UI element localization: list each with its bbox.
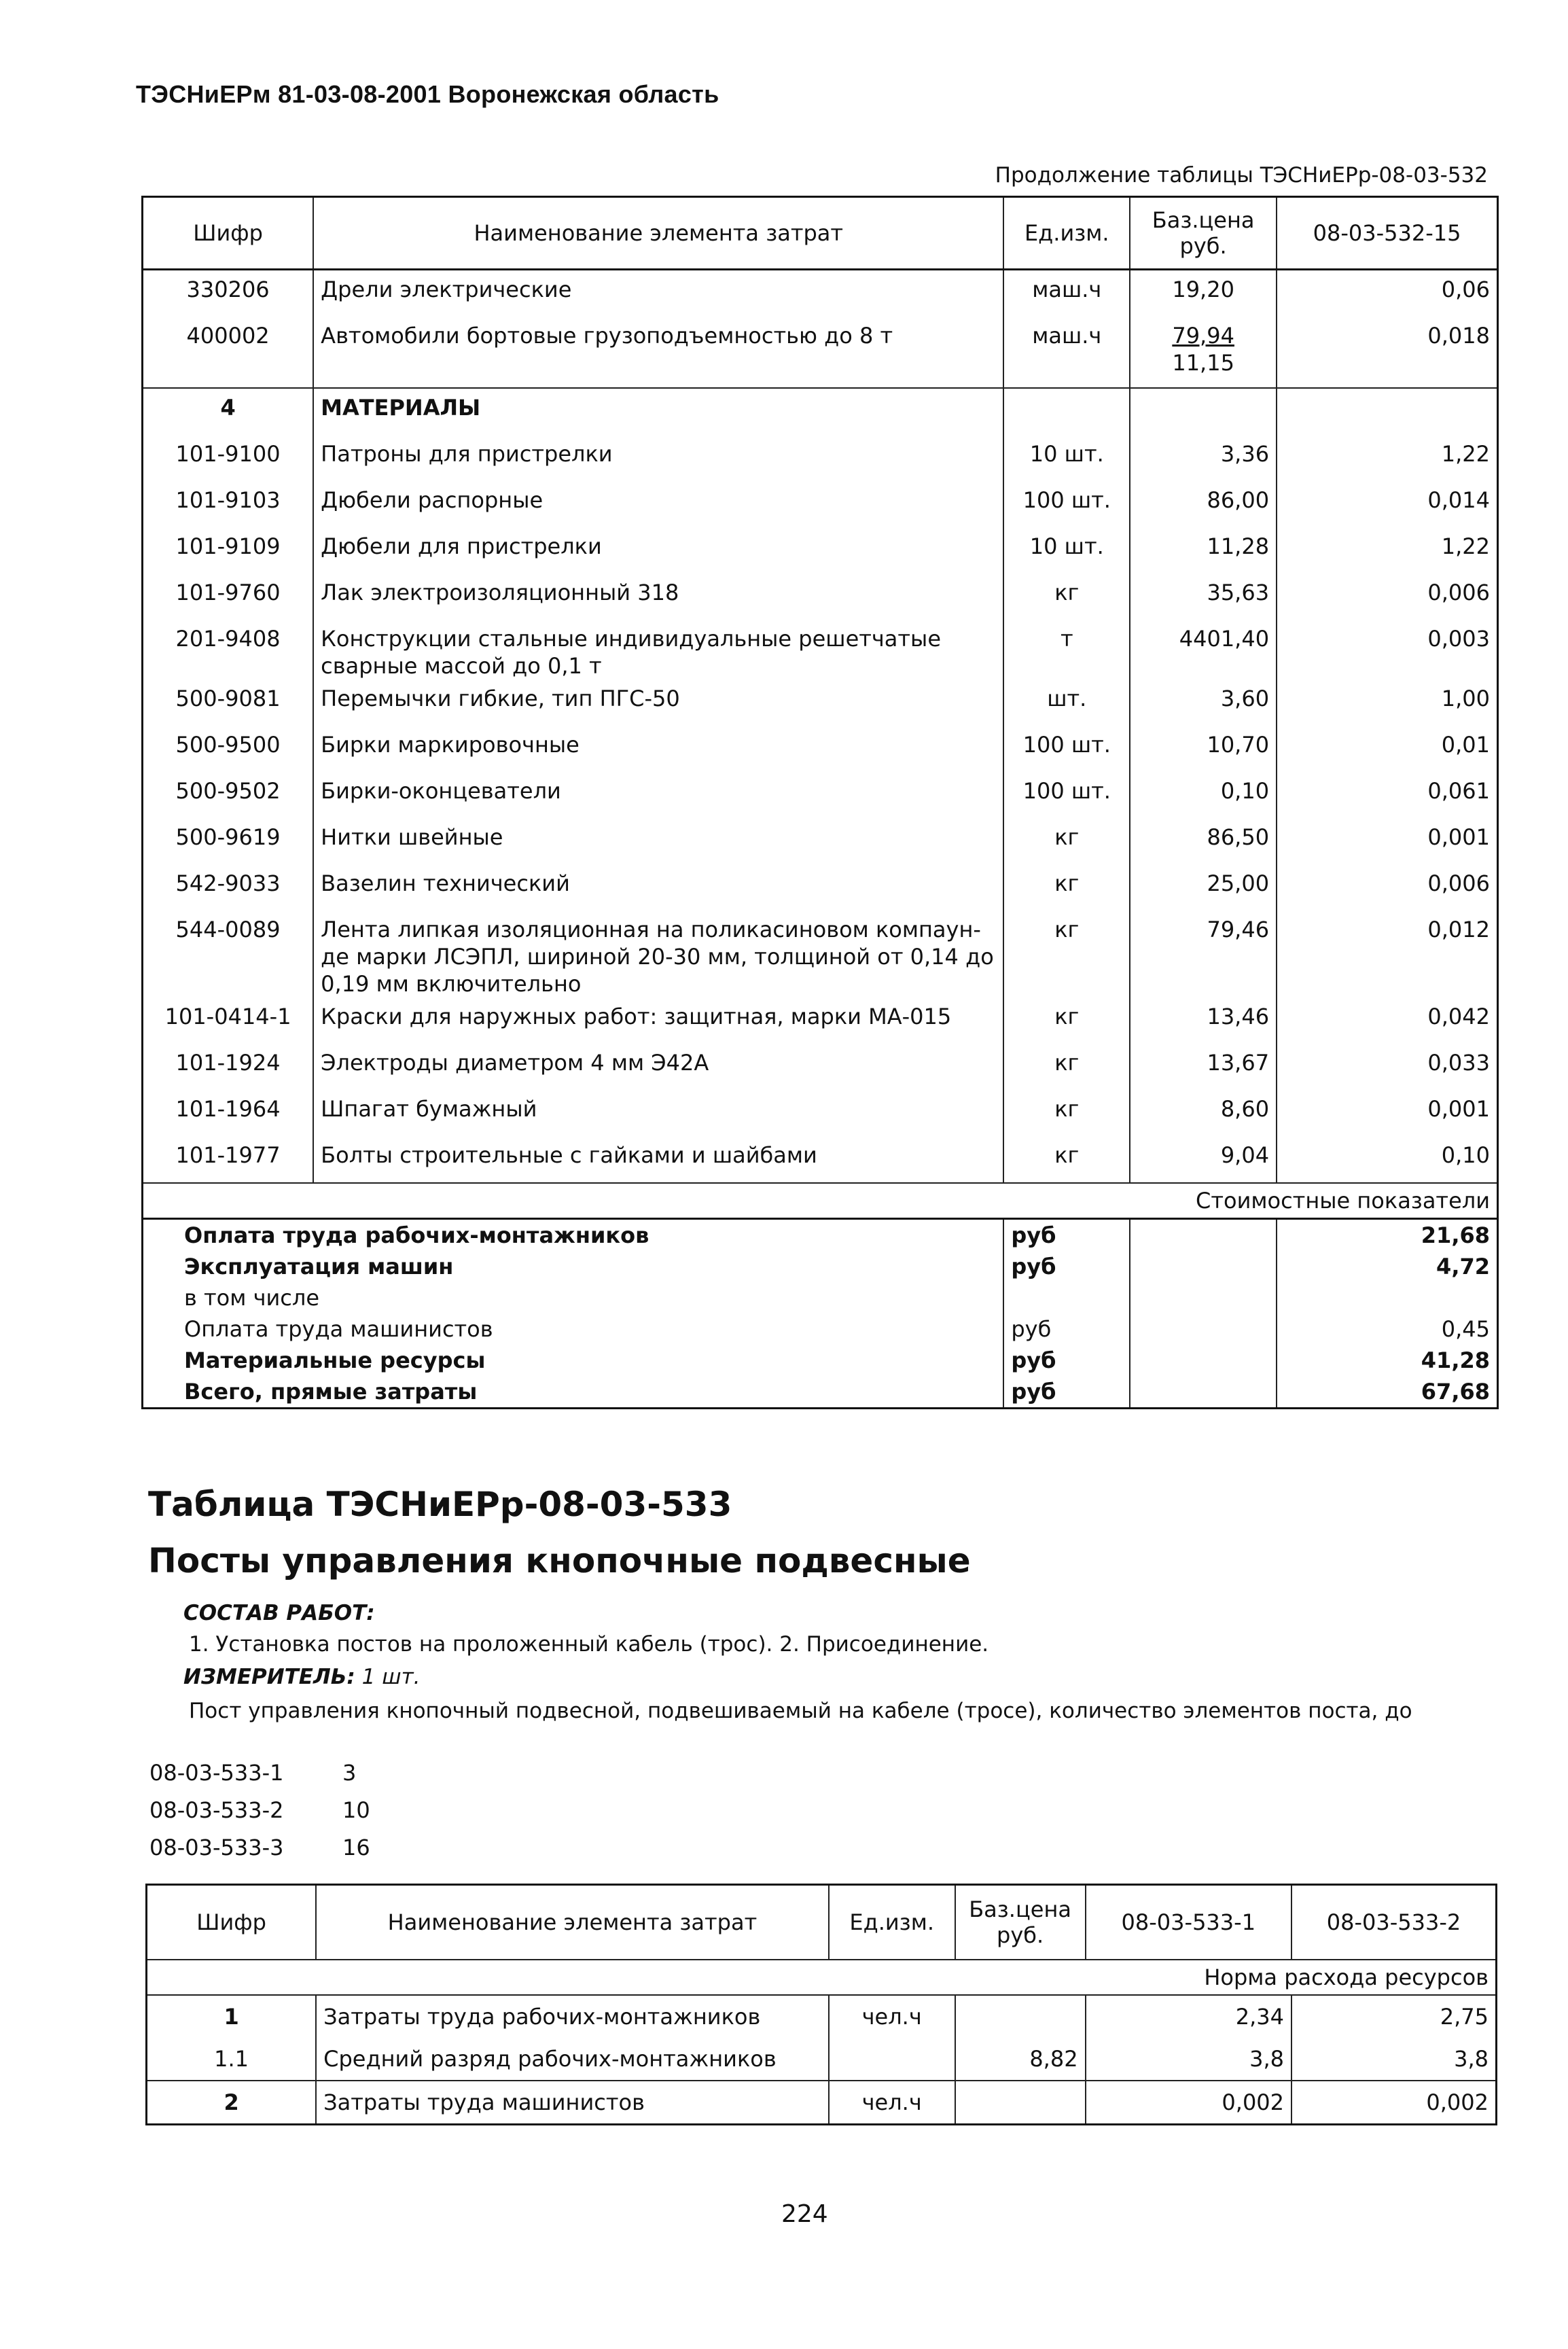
norm-header-row (147, 1960, 1497, 1995)
cell-unit: маш.ч (1003, 317, 1130, 388)
cell-code: 542-9033 (175, 870, 281, 896)
column-header-price: Баз.цена руб. (1130, 197, 1277, 270)
cell-value: 0,006 (1277, 864, 1497, 911)
cell-name: Нитки швейные (313, 818, 1003, 864)
cell-name: Затраты труда рабочих-монтажников (316, 1995, 829, 2038)
cell-value: 0,10 (1277, 1136, 1497, 1183)
cell-value: 0,061 (1277, 772, 1497, 818)
code-list-item (149, 1754, 370, 1792)
cell-code: 101-9109 (175, 533, 281, 559)
cell-price: 19,20 (1130, 270, 1277, 317)
code-list-code: 08-03-533-2 (149, 1797, 284, 1823)
table-row (143, 818, 1498, 864)
cell-value: 0,06 (1277, 270, 1497, 317)
cost-row (143, 1345, 1498, 1376)
table-row (143, 911, 1498, 997)
code-list-value: 16 (342, 1835, 370, 1860)
code-list-code: 08-03-533-1 (149, 1760, 284, 1786)
column-header-name: Наименование элемента затрат (313, 197, 1003, 270)
cost-row (143, 1219, 1498, 1252)
table-subtitle: Посты управления кнопочные подвесные (148, 1541, 971, 1580)
cell-name: Бирки-оконцеватели (313, 772, 1003, 818)
cell-code: 500-9500 (175, 732, 281, 758)
cost-name: Материальные ресурсы (184, 1347, 486, 1373)
table-row (143, 679, 1498, 726)
column-header-code: Шифр (147, 1885, 317, 1960)
code-list (149, 1754, 370, 1867)
cost-name: Эксплуатация машин (184, 1254, 454, 1279)
column-header-unit: Ед.изм. (829, 1885, 955, 1960)
cell-name: Патроны для пристрелки (313, 435, 1003, 481)
cell-name: Дюбели распорные (313, 481, 1003, 527)
cost-row (143, 1282, 1498, 1313)
cell-code: 400002 (186, 323, 270, 349)
cost-value: 67,68 (1277, 1376, 1497, 1409)
cell-price: 8,82 (955, 2038, 1086, 2081)
cell-value: 1,22 (1277, 435, 1497, 481)
cell-name: Вазелин технический (313, 864, 1003, 911)
work-composition-label: СОСТАВ РАБОТ: (183, 1601, 375, 1625)
cell-value: 1,00 (1277, 679, 1497, 726)
column-header-code: Шифр (143, 197, 314, 270)
cell-value-2: 2,75 (1291, 1995, 1496, 2038)
cost-unit: руб (1003, 1345, 1130, 1376)
work-composition-text: 1. Установка постов на проложенный кабель (трос). 2. Присоединение. (189, 1632, 989, 1657)
cell-price: 3,60 (1130, 679, 1277, 726)
cost-unit: руб (1003, 1251, 1130, 1282)
cell-value: 0,018 (1277, 317, 1497, 388)
cell-unit: шт. (1003, 679, 1130, 726)
cell-value: 0,006 (1277, 573, 1497, 620)
cell-value-2: 3,8 (1291, 2038, 1496, 2081)
table-row (143, 270, 1498, 317)
table-row (143, 1044, 1498, 1090)
section-row-materials (143, 388, 1498, 435)
resource-table-533 (145, 1884, 1497, 2125)
cost-empty (1130, 1282, 1277, 1313)
cell-price: 4401,40 (1130, 620, 1277, 679)
cell-unit: маш.ч (1003, 270, 1130, 317)
cell-name: Лента липкая изоляционная на поликасиновом компаун-де марки ЛСЭПЛ, шириной 20-30 мм, толщиной от 0,14 до 0,19 мм включительно (313, 911, 1003, 997)
cost-row (143, 1313, 1498, 1345)
cell-value-1: 0,002 (1086, 2081, 1291, 2125)
cell-value-1: 2,34 (1086, 1995, 1291, 2038)
cell-unit: чел.ч (829, 1995, 955, 2038)
cell-code: 330206 (186, 277, 270, 302)
cell-price (1130, 317, 1277, 388)
cost-row (143, 1251, 1498, 1282)
cell-unit: 100 шт. (1003, 481, 1130, 527)
cell-code: 500-9619 (175, 824, 281, 850)
table-header-row (147, 1885, 1497, 1960)
cell-unit: чел.ч (829, 2081, 955, 2125)
table-row (143, 1136, 1498, 1183)
cost-name: Оплата труда рабочих-монтажников (184, 1222, 649, 1248)
cell-price: 3,36 (1130, 435, 1277, 481)
column-header-unit: Ед.изм. (1003, 197, 1130, 270)
code-list-code: 08-03-533-3 (149, 1835, 284, 1860)
column-header-price: Баз.цена руб. (955, 1885, 1086, 1960)
cell-price: 8,60 (1130, 1090, 1277, 1136)
column-header-norm-1: 08-03-533-1 (1086, 1885, 1291, 1960)
cell-code: 500-9502 (175, 778, 281, 804)
cost-unit: руб (1003, 1219, 1130, 1252)
code-list-item (149, 1829, 370, 1867)
table-row (147, 1995, 1497, 2038)
description-text: Пост управления кнопочный подвесной, подвешиваемый на кабеле (тросе), количество элементов поста, до (189, 1699, 1412, 1723)
table-row (143, 772, 1498, 818)
cell-price: 0,10 (1130, 772, 1277, 818)
table-row (143, 435, 1498, 481)
cell-name: Средний разряд рабочих-монтажников (316, 2038, 829, 2081)
cell-name: Краски для наружных работ: защитная, марки МА-015 (313, 997, 1003, 1044)
cell-name: Лак электроизоляционный 318 (313, 573, 1003, 620)
cell-name: Автомобили бортовые грузоподъемностью до 8 т (313, 317, 1003, 388)
table-row (143, 481, 1498, 527)
table-row (143, 997, 1498, 1044)
cell-price: 13,67 (1130, 1044, 1277, 1090)
cell-price: 13,46 (1130, 997, 1277, 1044)
table-header-row (143, 197, 1498, 270)
cell-unit: кг (1003, 1044, 1130, 1090)
table-row (147, 2081, 1497, 2125)
cost-value: 21,68 (1277, 1219, 1497, 1252)
price-value: 79,94 (1172, 323, 1234, 349)
table-row (143, 527, 1498, 573)
table-row (147, 2038, 1497, 2081)
meter-label: ИЗМЕРИТЕЛЬ: (183, 1665, 355, 1689)
cell-unit: 10 шт. (1003, 435, 1130, 481)
cell-price (955, 2081, 1086, 2125)
cell-name: Шпагат бумажный (313, 1090, 1003, 1136)
cell-value: 1,22 (1277, 527, 1497, 573)
cell-code: 101-9760 (175, 580, 281, 605)
cell-value: 0,003 (1277, 620, 1497, 679)
cell-code: 2 (147, 2081, 317, 2125)
cell-value: 0,012 (1277, 911, 1497, 997)
cost-name: Всего, прямые затраты (184, 1379, 478, 1405)
cell-value: 0,014 (1277, 481, 1497, 527)
cell-code: 101-0414-1 (164, 1004, 291, 1029)
cell-code: 101-1977 (175, 1142, 281, 1168)
cost-empty (1130, 1219, 1277, 1252)
cost-value: 4,72 (1277, 1251, 1497, 1282)
cost-empty (1130, 1376, 1277, 1409)
cell-price: 25,00 (1130, 864, 1277, 911)
meter-value: 1 шт. (361, 1665, 421, 1689)
column-header-norm: 08-03-532-15 (1277, 197, 1497, 270)
page-number: 224 (781, 2200, 828, 2228)
cost-value (1277, 1282, 1497, 1313)
table-row (143, 726, 1498, 772)
cell-price: 35,63 (1130, 573, 1277, 620)
cell-unit: кг (1003, 911, 1130, 997)
table-continuation-caption: Продолжение таблицы ТЭСНиЕРр-08-03-532 (995, 163, 1488, 188)
table-row (143, 620, 1498, 679)
cell-unit: 100 шт. (1003, 772, 1130, 818)
cell-price: 10,70 (1130, 726, 1277, 772)
cell-price: 11,28 (1130, 527, 1277, 573)
code-list-item (149, 1792, 370, 1829)
cell-price: 9,04 (1130, 1136, 1277, 1183)
cell-code: 500-9081 (175, 686, 281, 711)
column-header-norm-2: 08-03-533-2 (1291, 1885, 1496, 1960)
cost-unit (1003, 1282, 1130, 1313)
cell-unit: т (1003, 620, 1130, 679)
cell-name: Бирки маркировочные (313, 726, 1003, 772)
cell-name: Электроды диаметром 4 мм Э42А (313, 1044, 1003, 1090)
cell-price: 86,00 (1130, 481, 1277, 527)
section-code: 4 (143, 388, 314, 435)
code-list-value: 3 (342, 1760, 357, 1786)
table-title: Таблица ТЭСНиЕРр-08-03-533 (148, 1485, 732, 1524)
cell-code: 544-0089 (175, 917, 281, 942)
table-row (143, 864, 1498, 911)
cost-name: Оплата труда машинистов (184, 1316, 493, 1342)
norm-header: Норма расхода ресурсов (147, 1960, 1497, 1995)
cost-empty (1130, 1251, 1277, 1282)
section-title: МАТЕРИАЛЫ (313, 388, 1003, 435)
cell-value: 0,001 (1277, 818, 1497, 864)
cell-value-1: 3,8 (1086, 2038, 1291, 2081)
cell-code: 101-9103 (175, 487, 281, 513)
cost-row (143, 1376, 1498, 1409)
cell-value: 0,01 (1277, 726, 1497, 772)
cost-value: 41,28 (1277, 1345, 1497, 1376)
cell-unit: кг (1003, 573, 1130, 620)
cell-price: 86,50 (1130, 818, 1277, 864)
cost-name: в том числе (184, 1285, 319, 1311)
cell-code: 101-9100 (175, 441, 281, 467)
cell-code: 1 (224, 2004, 239, 2030)
cell-value-2: 0,002 (1291, 2081, 1496, 2125)
cell-unit: кг (1003, 864, 1130, 911)
cell-value: 0,033 (1277, 1044, 1497, 1090)
price-value-secondary: 11,15 (1172, 350, 1234, 376)
cost-header: Стоимостные показатели (143, 1183, 1498, 1219)
cost-value: 0,45 (1277, 1313, 1497, 1345)
cell-name: Затраты труда машинистов (316, 2081, 829, 2125)
cell-name: Болты строительные с гайками и шайбами (313, 1136, 1003, 1183)
cell-unit: 10 шт. (1003, 527, 1130, 573)
cost-header-row (143, 1183, 1498, 1219)
cell-unit (829, 2038, 955, 2081)
cell-price (955, 1995, 1086, 2038)
cell-code: 1.1 (214, 2046, 249, 2072)
cost-unit: руб (1003, 1313, 1130, 1345)
meter-line (183, 1665, 420, 1689)
cell-name: Дюбели для пристрелки (313, 527, 1003, 573)
cost-empty (1130, 1345, 1277, 1376)
column-header-name: Наименование элемента затрат (316, 1885, 829, 1960)
cell-name: Дрели электрические (313, 270, 1003, 317)
cell-name: Перемычки гибкие, тип ПГС-50 (313, 679, 1003, 726)
cell-code: 101-1964 (175, 1096, 281, 1122)
document-header: ТЭСНиЕРм 81-03-08-2001 Воронежская область (136, 80, 719, 108)
cell-unit: кг (1003, 818, 1130, 864)
cell-value: 0,001 (1277, 1090, 1497, 1136)
cell-code: 101-1924 (175, 1050, 281, 1076)
code-list-value: 10 (342, 1797, 370, 1823)
cell-price: 79,46 (1130, 911, 1277, 997)
cell-name: Конструкции стальные индивидуальные решетчатые сварные массой до 0,1 т (313, 620, 1003, 679)
cell-unit: кг (1003, 997, 1130, 1044)
cost-unit: руб (1003, 1376, 1130, 1409)
cell-unit: кг (1003, 1090, 1130, 1136)
cost-empty (1130, 1313, 1277, 1345)
cell-unit: 100 шт. (1003, 726, 1130, 772)
resource-table-532 (141, 196, 1499, 1409)
table-row (143, 1090, 1498, 1136)
table-row (143, 573, 1498, 620)
cell-value: 0,042 (1277, 997, 1497, 1044)
cell-unit: кг (1003, 1136, 1130, 1183)
cell-code: 201-9408 (175, 626, 281, 652)
table-row (143, 317, 1498, 388)
